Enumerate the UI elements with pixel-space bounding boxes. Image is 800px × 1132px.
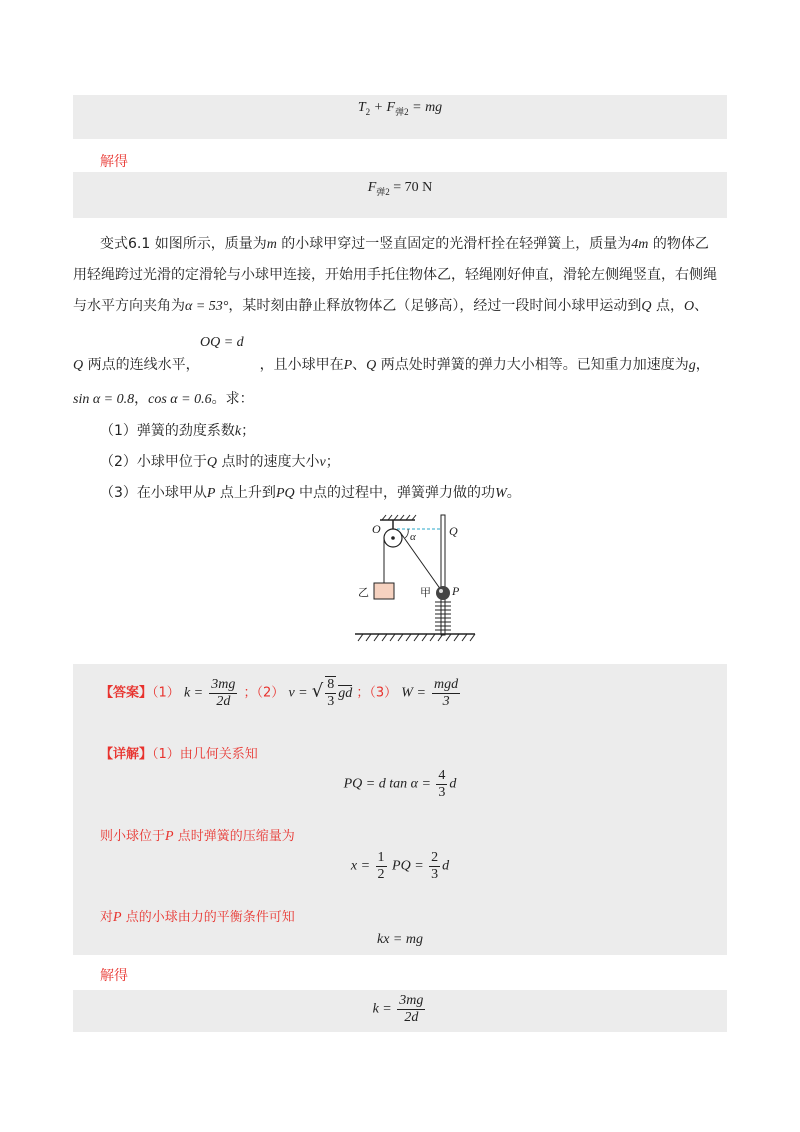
- equation-k-final: k = $\frac{3mg}{2d}$: [372, 993, 424, 1025]
- vertical-rod: [441, 515, 445, 635]
- problem-line-4: Q 两点的连线水平， ，且小球甲在P、Q 两点处时弹簧的弹力大小相等。已知重力加速度为g，: [73, 357, 710, 373]
- question-1: （1）弹簧的劲度系数k；: [100, 423, 256, 439]
- equation-pq: PQ = d tan α = $\frac{4}{3}$ d: [343, 768, 457, 800]
- pulley-spring-figure: [350, 510, 480, 645]
- solve-label-1: 解得: [100, 154, 128, 170]
- label-yi: 乙: [358, 586, 369, 599]
- problem-line-3: 与水平方向夹角为α = 53°，某时刻由静止释放物体乙（足够高），经过一段时间小球甲运动到Q 点，O、: [73, 298, 709, 314]
- detail-line-2: 则小球位于P 点时弹簧的压缩量为: [100, 829, 295, 844]
- label-Q: Q: [449, 524, 458, 538]
- solve-label-2: 解得: [100, 968, 128, 984]
- equation-kx: kx = mg: [377, 932, 423, 947]
- problem-line-1: 变式6.1 如图所示，质量为m 的小球甲穿过一竖直固定的光滑杆拴在轻弹簧上，质量为4m 的物体乙: [100, 236, 709, 252]
- label-O: O: [372, 522, 381, 536]
- question-2: （2）小球甲位于Q 点时的速度大小v；: [100, 454, 340, 470]
- equation-t2: $T_2 + F_{弹2}$ = mg: [357, 100, 443, 117]
- problem-line-2: 用轻绳跨过光滑的定滑轮与小球甲连接，开始用手托住物体乙，轻绳刚好伸直，滑轮左侧绳竖直，右侧绳: [73, 267, 717, 283]
- equation-x: x = $\frac{1}{2}$ PQ = $\frac{2}{3}$ d: [350, 850, 450, 882]
- detail-line-3: 对P 点的小球由力的平衡条件可知: [100, 910, 295, 925]
- detail-intro: 【详解】（1）由几何关系知: [100, 747, 258, 762]
- ball-jia: [436, 586, 450, 600]
- answer-line: 【答案】（1） k = $\frac{3mg}{2d}$ ；（2） v = √ $\frac{8}{3}$ gd ；（3） W = $\frac{\text{mgd}}{3}$: [100, 676, 459, 709]
- equation-result-70n: $F_{弹2} = 70$ N: [367, 180, 433, 197]
- problem-line-5: sin α = 0.8，cos α = 0.6。求：: [73, 391, 254, 407]
- label-jia: 甲: [420, 586, 431, 599]
- block-yi: [374, 583, 394, 599]
- label-alpha: α: [410, 531, 416, 543]
- problem-oq-equation: OQ = d: [200, 335, 244, 350]
- question-3: （3）在小球甲从P 点上升到PQ 中点的过程中，弹簧弹力做的功W。: [100, 485, 521, 501]
- label-P: P: [452, 584, 460, 598]
